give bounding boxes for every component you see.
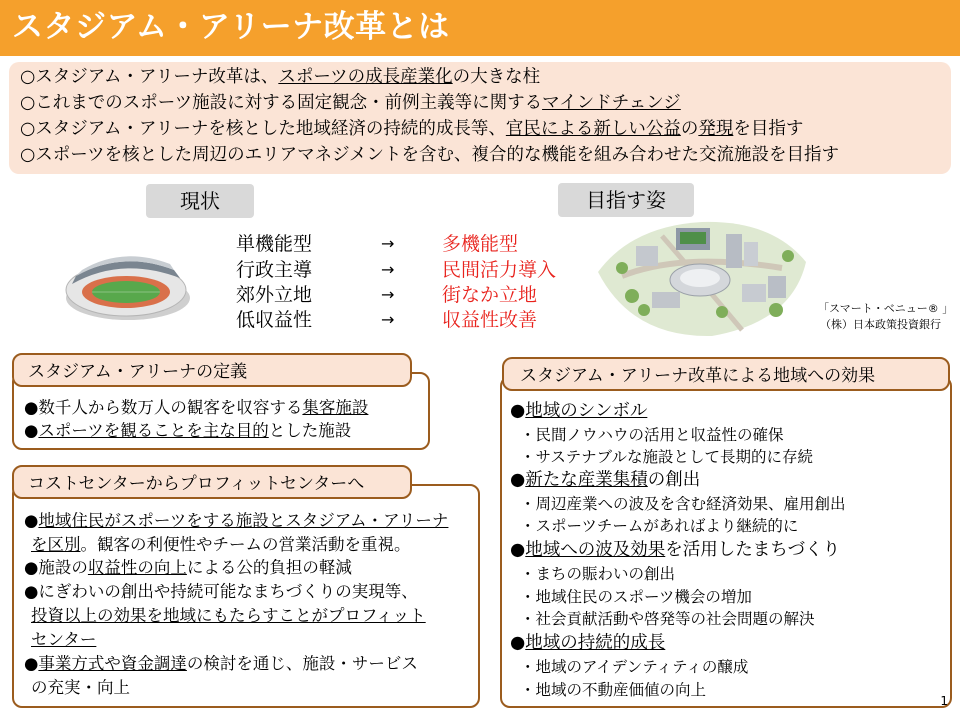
definition-item-1-underline: 集客施設: [302, 398, 369, 417]
comparison-from-1: 単機能型: [236, 233, 313, 255]
definition-item-2: [24, 420, 351, 442]
comparison-from-4: 低収益性: [236, 309, 313, 331]
profit-center-header: コストセンターからプロフィットセンターへ: [12, 465, 412, 499]
effect-group-4-underline: 地域の持続的成長: [525, 633, 666, 653]
profit-line-7-bullet: ●: [24, 654, 39, 673]
profit-line-3-tail: による公的負担の軽減: [186, 558, 352, 577]
effect-group-2-underline-2: 産業集積: [577, 470, 648, 490]
profit-line-3: [24, 557, 352, 579]
profit-line-1-bullet: ●: [24, 511, 39, 530]
page-number: 1: [940, 694, 948, 708]
effect-2-sub-1: ・周辺産業への波及を含む経済効果、雇用創出: [520, 495, 846, 513]
intro-line-3-mid: の: [680, 119, 699, 139]
intro-line-4: ○スポーツを核とした周辺のエリアマネジメントを含む、複合的な機能を組み合わせた交流施設を目指す: [20, 145, 840, 165]
comparison-to-4: 収益性改善: [442, 309, 538, 331]
effect-group-2-tail: の創出: [647, 470, 701, 490]
arrow-1: →: [381, 234, 395, 253]
intro-line-1: [20, 66, 540, 89]
profit-line-5: [31, 605, 426, 627]
image-credit-line-1: 「スマート・ベニュー® 」: [818, 302, 954, 315]
profit-line-1-underline: 地域住民がスポーツをする施設とスタジアム・アリーナ: [38, 511, 449, 530]
definition-item-2-tail: とした施設: [268, 421, 352, 440]
target-label: 目指す姿: [558, 183, 694, 217]
effect-3-sub-2: ・地域住民のスポーツ機会の増加: [520, 588, 752, 606]
profit-line-2: [31, 534, 411, 556]
comparison-from-2: 行政主導: [236, 259, 313, 281]
effect-3-sub-1: ・まちの賑わいの創出: [520, 565, 676, 583]
profit-line-1: [24, 510, 448, 532]
effect-4-sub-1: ・地域のアイデンティティの醸成: [520, 658, 749, 676]
intro-line-1-underline: スポーツの成長産業化: [278, 67, 453, 87]
definition-header: スタジアム・アリーナの定義: [12, 353, 412, 387]
profit-line-7-tail: の検討を通じ、施設・サービス: [186, 654, 418, 673]
profit-line-8: の充実・向上: [31, 678, 130, 697]
profit-line-2-text: 。観客の利便性やチームの営業活動を重視。: [80, 535, 411, 554]
effect-1-sub-1: ・民間ノウハウの活用と収益性の確保: [520, 426, 784, 444]
page-title: スタジアム・アリーナ改革とは: [12, 9, 450, 45]
definition-item-1: [24, 397, 368, 419]
profit-line-3-underline: 収益性の向上: [87, 558, 187, 577]
effect-2-sub-2: ・スポーツチームがあればより継続的に: [520, 517, 799, 535]
current-label: 現状: [146, 184, 254, 218]
intro-line-2-underline: マインドチェンジ: [542, 93, 681, 113]
arrow-2: →: [381, 260, 395, 279]
stadium-illustration: [62, 250, 192, 322]
comparison-to-2: 民間活力導入: [442, 259, 557, 281]
effect-3-sub-3: ・社会貢献活動や啓発等の社会問題の解決: [520, 610, 815, 628]
effect-group-1-bullet: ●: [510, 401, 526, 421]
title-bar: [0, 0, 960, 56]
comparison-to-3: 街なか立地: [442, 284, 538, 306]
effect-group-3-tail: を活用したまちづくり: [665, 540, 841, 560]
intro-box: [9, 62, 951, 174]
comparison-to-1: 多機能型: [442, 233, 519, 255]
intro-line-3-underline-2: 発現: [698, 119, 734, 139]
effect-1-sub-2: ・サステナブルな施設として長期的に存続: [520, 448, 813, 466]
intro-line-3-tail: を目指す: [733, 119, 804, 139]
effects-header: スタジアム・アリーナ改革による地域への効果: [502, 357, 950, 391]
effect-4-sub-2: ・地域の不動産価値の向上: [520, 681, 707, 699]
effect-group-4-title: [510, 632, 665, 654]
effect-group-1-underline: 地域のシンボル: [525, 401, 648, 421]
profit-line-7: [24, 653, 418, 675]
effect-group-3-underline: 地域への波及効果: [525, 540, 666, 560]
intro-line-1-tail: の大きな柱: [452, 67, 541, 87]
image-credit-line-2: （株）日本政策投資銀行: [820, 318, 941, 331]
effect-group-2-bullet: ●: [510, 470, 526, 490]
effect-group-2-title: [510, 469, 700, 491]
intro-line-2-text: ○これまでのスポーツ施設に対する固定観念・前例主義等に関する: [20, 93, 543, 113]
effect-group-1-title: [510, 400, 647, 422]
definition-item-2-underline: スポーツを観ることを主な目的: [38, 421, 269, 440]
effect-group-4-bullet: ●: [510, 633, 526, 653]
effect-group-3-title: [510, 539, 840, 561]
effect-group-3-bullet: ●: [510, 540, 526, 560]
profit-line-5-underline: 投資以上の効果を地域にもたらすことがプロフィット: [31, 606, 426, 625]
smart-venue-illustration: [592, 212, 810, 340]
profit-line-6: [31, 629, 96, 651]
definition-item-2-bullet: ●: [24, 421, 39, 440]
intro-line-3-underline-1: 官民による新しい公益: [505, 119, 681, 139]
profit-line-4: ●にぎわいの創出や持続可能なまちづくりの実現等、: [24, 582, 418, 601]
intro-line-2: [20, 92, 681, 115]
profit-line-3-text: ●施設の: [24, 558, 88, 577]
profit-line-7-underline: 事業方式や資金調達: [38, 654, 187, 673]
intro-line-3-text: ○スタジアム・アリーナを核とした地域経済の持続的成長等、: [20, 119, 506, 139]
effect-group-2-underline-1: 新たな: [525, 470, 578, 490]
definition-item-1-text: ●数千人から数万人の観客を収容する: [24, 398, 303, 417]
arrow-3: →: [381, 285, 395, 304]
profit-line-6-underline: センター: [31, 630, 97, 649]
comparison-from-3: 郊外立地: [236, 284, 313, 306]
intro-line-1-text: ○スタジアム・アリーナ改革は、: [20, 67, 279, 87]
profit-line-2-underline: を区別: [31, 535, 81, 554]
intro-line-3: [20, 118, 803, 141]
arrow-4: →: [381, 310, 395, 329]
